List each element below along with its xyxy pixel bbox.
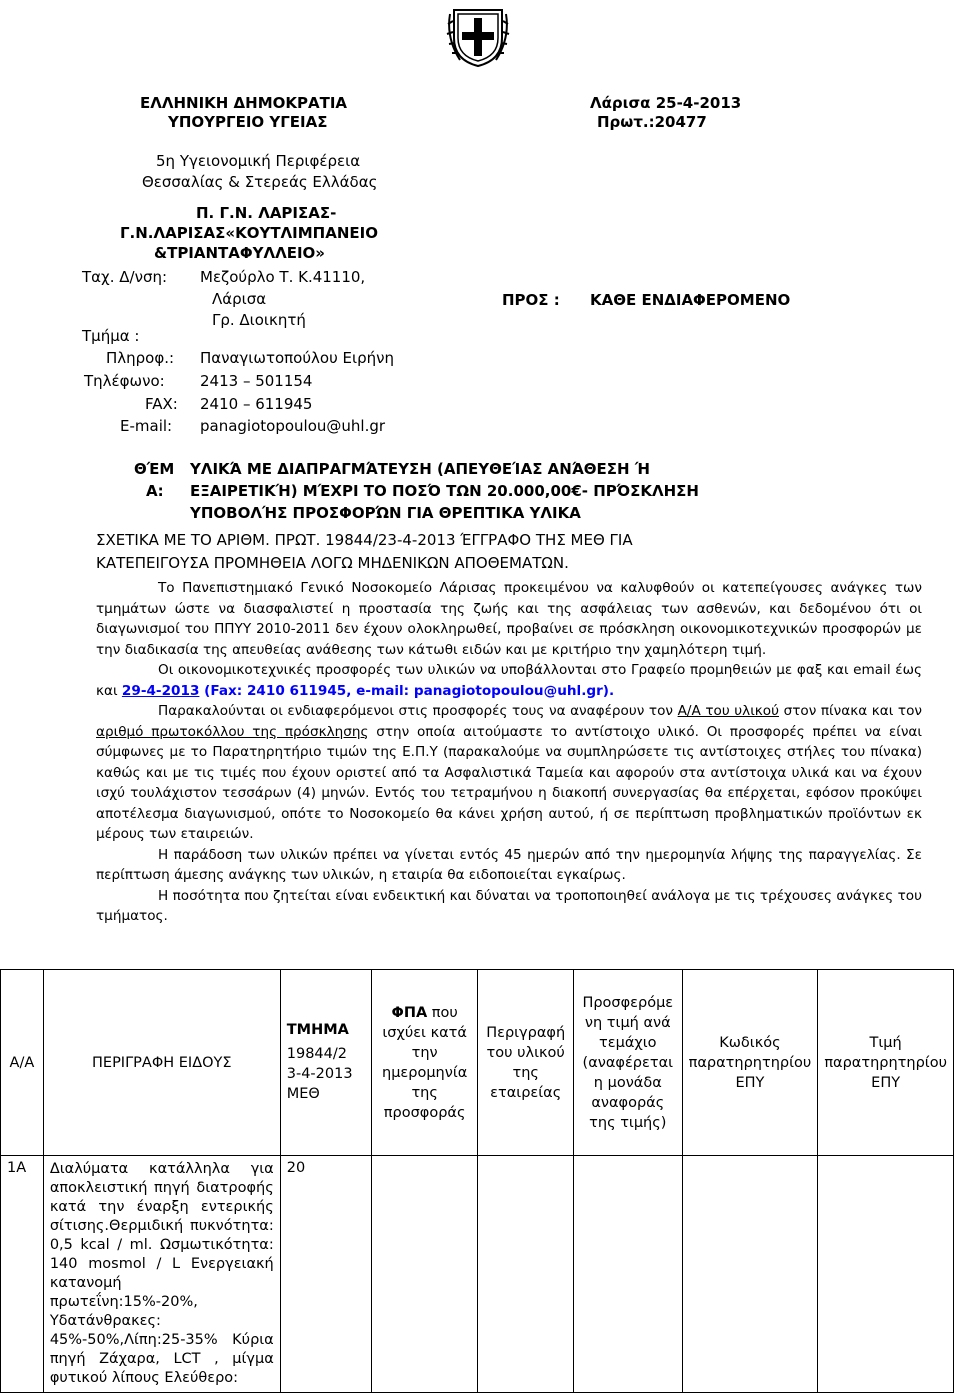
department-label: Τμήμα : xyxy=(82,327,140,345)
hospital-line-3: &ΤΡΙΑΝΤΑΦΥΛΛΕΙΟ» xyxy=(154,244,325,262)
subject-label-2: Α: xyxy=(146,482,164,500)
instructions-underline-1: Α/Α του υλικού xyxy=(677,703,779,719)
address-line-2: Λάρισα xyxy=(212,290,267,308)
paragraph-intro: Το Πανεπιστημιακό Γενικό Νοσοκομείο Λάρισας προκειμένου να καλυφθούν οι κατεπείγουσες ανάγκες των τμημάτων ώστε να διασφαλιστεί η προστασία της ζωής και της ασφάλειας των ασθενών, και δεδομένου ότι οι διαγωνισμοί του ΠΠΥΥ 2010-2011 δεν έχουν ολοκληρωθεί, προβαίνει σε πρόσκληση οικονομικοτεχνικών προσφορών με την διαδικασία της απευθείας ανάθεσης των κάτωθι ειδών και με κριτήριο την χαμηλότερη τιμή. xyxy=(96,580,922,658)
recipient-label: ΠΡΟΣ : xyxy=(502,291,560,309)
subject-label-1: ΘΈΜ xyxy=(134,460,175,478)
fax-value: 2410 – 611945 xyxy=(200,395,313,413)
items-table xyxy=(0,969,954,1393)
header-country: ΕΛΛΗΝΙΚΗ ΔΗΜΟΚΡΑΤΙΑ xyxy=(140,94,348,112)
phone-label: Τηλέφωνο: xyxy=(84,372,165,390)
submission-contact: (Fax: 2410 611945, e-mail: panagiotopoulou@uhl.gr). xyxy=(199,682,615,699)
deadline-date: 29-4-2013 xyxy=(121,682,200,699)
instructions-text-a: Παρακαλούνται οι ενδιαφερόμενοι στις προσφορές τους να αναφέρουν τον xyxy=(158,703,678,719)
greek-coat-of-arms-logo xyxy=(446,4,510,70)
region-line-1: 5η Υγειονομική Περιφέρεια xyxy=(156,152,361,170)
header-observatory-code: Κωδικός παρατηρητηρίου ΕΠΥ xyxy=(682,970,818,1156)
info-value: Παναγιωτοπούλου Ειρήνη xyxy=(200,349,395,367)
header-department-title: ΤΜΗΜΑ xyxy=(286,1021,349,1038)
header-description: ΠΕΡΙΓΡΑΦΗ ΕΙΔΟΥΣ xyxy=(43,970,280,1156)
recipient-value: ΚΑΘΕ ΕΝΔΙΑΦΕΡΟΜΕΝΟ xyxy=(590,291,791,309)
header-observatory-price: Τιμή παρατηρητηρίου ΕΠΥ xyxy=(818,970,954,1156)
instructions-underline-2: αριθμό πρωτοκόλλου της πρόσκλησης xyxy=(96,723,369,740)
hospital-line-2: Γ.Ν.ΛΑΡΙΣΑΣ«ΚΟΥΤΛΙΜΠΑΝΕΙΟ xyxy=(120,224,378,242)
region-line-2: Θεσσαλίας & Στερεάς Ελλάδας xyxy=(142,173,378,191)
document-date: Λάρισα 25-4-2013 xyxy=(590,94,742,112)
subject-line-3: ΥΠΟΒΟΛΉΣ ΠΡΟΣΦΟΡΏΝ ΓΙΑ ΘΡΕΠΤΙΚΑ ΥΛΙΚΑ xyxy=(190,504,581,522)
header-department xyxy=(280,970,371,1156)
header-vat xyxy=(371,970,477,1156)
letter-body xyxy=(96,578,922,927)
submission-text: Οι οικονομικοτεχνικές προσφορές των υλικών να υποβάλλονται στο Γραφείο προμηθειών με φαξ και email έως και xyxy=(96,662,922,699)
email-label: E-mail: xyxy=(120,417,173,435)
subject-line-1: ΥΛΙΚΆ ΜΕ ΔΙΑΠΡΑΓΜΆΤΕΥΣΗ (ΑΠΕΥΘΕΊΑΣ ΑΝΆΘΕΣΗ Ή xyxy=(190,460,650,478)
header-ministry: ΥΠΟΥΡΓΕΙΟ ΥΓΕΙΑΣ xyxy=(168,113,328,131)
header-department-ref: 19844/2 3-4-2013 ΜΕΘ xyxy=(286,1045,353,1102)
info-label: Πληροφ.: xyxy=(106,349,175,367)
header-vat-rest: που ισχύει κατά την ημερομηνία της προσφοράς xyxy=(382,1004,468,1121)
paragraph-quantity: Η ποσότητα που ζητείται είναι ενδεικτική και δύναται να τροποποιηθεί ανάλογα με τις τρέχουσες ανάγκες του τμήματος. xyxy=(96,887,922,924)
address-label: Ταχ. Δ/νση: xyxy=(82,268,168,286)
address-line-1: Μεζούρλο Τ. Κ.41110, xyxy=(200,268,366,286)
table-header-row xyxy=(1,970,954,1156)
paragraph-submission xyxy=(96,660,922,701)
header-vat-bold: ΦΠΑ xyxy=(391,1004,428,1021)
address-line-3: Γρ. Διοικητή xyxy=(212,311,306,329)
instructions-text-b: στον πίνακα και τον xyxy=(779,703,922,719)
reference-line-1: ΣΧΕΤΙΚΑ ΜΕ ΤΟ ΑΡΙΘΜ. ΠΡΩΤ. 19844/23-4-2013 ΈΓΓΡΑΦΟ ΤΗΣ ΜΕΘ ΓΙΑ xyxy=(96,531,633,549)
row-description: Διαλύματα κατάλληλα για αποκλειστική πηγή διατροφής κατά την έναρξη εντερικής σίτισης.Θερμιδική πυκνότητα: 0,5 kcal / ml. Ωσμωτικότητα: 140 mosmol / L Ενεργειακή κατανομή πρωτεΐνη:15%-20%, Υδατάνθρακες: 45%-50%,Λίπη:25-35% Κύρια πηγή Ζάχαρα, LCT , μίγμα φυτικού λίπους Ελεύθερο: xyxy=(43,1156,280,1393)
subject-line-2: ΕΞΑΙΡΕΤΙΚΉ) ΜΈΧΡΙ ΤΟ ΠΟΣΌ ΤΩΝ 20.000,00€- ΠΡΌΣΚΛΗΣΗ xyxy=(190,482,699,500)
protocol-number: Πρωτ.:20477 xyxy=(597,113,707,131)
phone-value: 2413 – 501154 xyxy=(200,372,313,390)
row-quantity: 20 xyxy=(280,1156,371,1393)
instructions-text-c: στην οποία αιτούμαστε το αντίστοιχο υλικό. Οι προσφορές πρέπει να είναι σύμφωνες με το Παρατηρητήριο τιμών της Ε.Π.Υ (παρακαλούμε να συμπληρώσετε τις αντίστοιχες στήλες του πίνακα) καθώς και με τις τιμές που έχουν οριστεί από τα Ασφαλιστικά Ταμεία και αφορούν στα αντίστοιχα υλικά και να έχουν ισχύ τουλάχιστον τεσσάρων (4) μηνών. Εντός του τετραμήνου η διακοπή συνεργασίας θα επέρχεται, εφόσον προκύψει αποτέλεσμα διαγωνισμού, οπότε το Νοσοκομείο θα κάνει χρήση αυτού, ή σε περίπτωση προβληματικών προϊόντων εκ μέρους των εταιρειών. xyxy=(96,723,922,842)
row-aa: 1Α xyxy=(1,1156,44,1393)
reference-line-2: ΚΑΤΕΠΕΙΓΟΥΣΑ ΠΡΟΜΗΘΕΙΑ ΛΟΓΩ ΜΗΔΕΝΙΚΩΝ ΑΠΟΘΕΜΑΤΩΝ. xyxy=(96,554,569,572)
hospital-line-1: Π. Γ.Ν. ΛΑΡΙΣΑΣ- xyxy=(196,204,337,222)
fax-label: FAX: xyxy=(145,395,178,413)
header-company-description: Περιγραφή του υλικού της εταιρείας xyxy=(478,970,574,1156)
header-offer-price: Προσφερόμε νη τιμή ανά τεμάχιο (αναφέρεται η μονάδα αναφοράς της τιμής) xyxy=(573,970,682,1156)
paragraph-delivery: Η παράδοση των υλικών πρέπει να γίνεται εντός 45 ημερών από την ημερομηνία λήψης της παραγγελίας. Σε περίπτωση άμεσης ανάγκης των υλικών, η εταιρία θα ειδοποιείται εγκαίρως. xyxy=(96,846,922,883)
header-aa: Α/Α xyxy=(1,970,44,1156)
email-value: panagiotopoulou@uhl.gr xyxy=(200,417,386,435)
paragraph-instructions xyxy=(96,701,922,845)
